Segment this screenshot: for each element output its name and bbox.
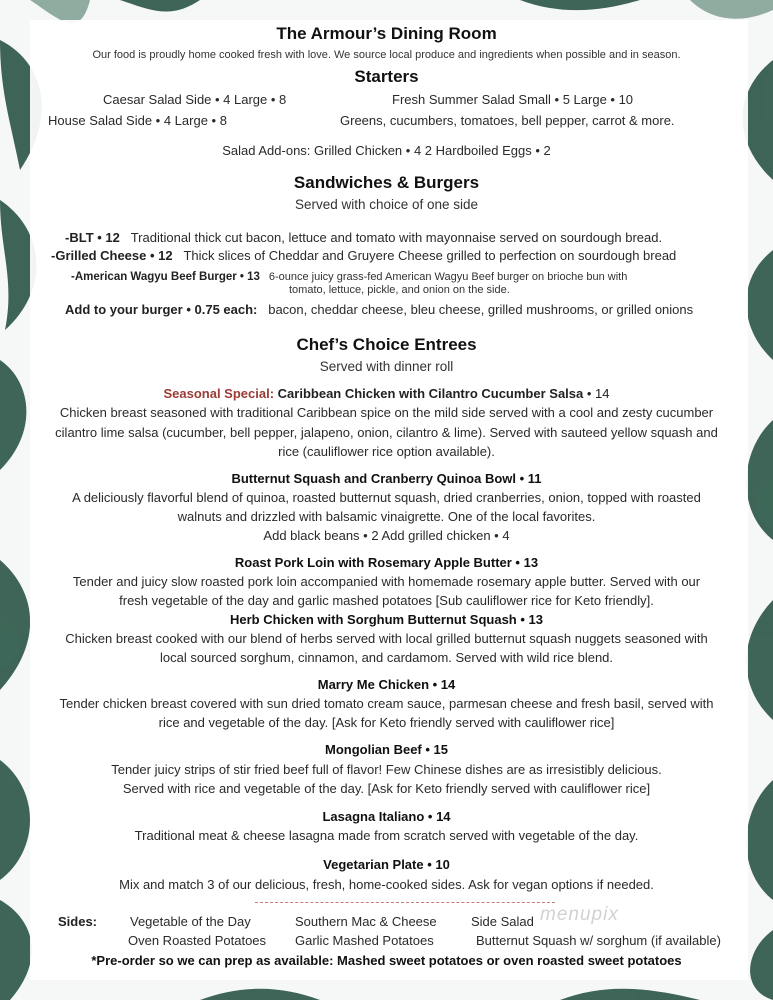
seasonal-desc-2: cilantro lime salsa (cucumber, bell pepper, jalapeno, onion, cilantro & lime). Served with sauteed yellow squash and [55,425,718,440]
house-salad-desc: Greens, cucumbers, tomatoes, bell pepper, carrot & more. [340,113,675,128]
herb-chicken-name: Herb Chicken with Sorghum Butternut Squash • 13 [230,612,543,627]
marry-me-desc-2: rice and vegetable of the day. [Ask for Keto friendly served with cauliflower rice] [158,715,615,730]
mongolian-name: Mongolian Beef • 15 [324,742,448,757]
starters-heading: Starters [354,67,419,86]
side-item: Vegetable of the Day [130,914,251,929]
quinoa-desc-1: A deliciously flavorful blend of quinoa, roasted butternut squash, dried cranberries, onion, topped with roasted [72,490,701,505]
entrees-heading: Chef’s Choice Entrees [296,335,477,354]
marry-me-desc-1: Tender chicken breast covered with sun dried tomato cream sauce, parmesan cheese and fresh basil, served with [59,696,714,711]
vegetarian-desc: Mix and match 3 of our delicious, fresh, home-cooked sides. Ask for vegan options if needed. [119,877,654,892]
grilled-cheese-item [51,248,676,263]
sandwiches-heading: Sandwiches & Burgers [293,173,480,192]
pork-desc-2: fresh vegetable of the day and garlic mashed potatoes [Sub cauliflower rice for Keto friendly]. [119,593,654,608]
entrees-subheading: Served with dinner roll [319,359,454,374]
divider [255,902,555,903]
grilled-cheese-desc: Thick slices of Cheddar and Gruyere Cheese grilled to perfection on sourdough bread [183,248,677,263]
seasonal-name: Caribbean Chicken with Cilantro Cucumber Salsa [277,386,584,401]
house-salad: House Salad Side • 4 Large • 8 [48,113,227,128]
seasonal-price: • 14 [583,386,610,401]
pork-desc-1: Tender and juicy slow roasted pork loin accompanied with homemade rosemary apple butter. Served with our [72,574,701,589]
quinoa-name: Butternut Squash and Cranberry Quinoa Bowl • 11 [231,471,542,486]
quinoa-desc-3: Add black beans • 2 Add grilled chicken • 4 [263,528,510,543]
wagyu-name: -American Wagyu Beef Burger • 13 [71,271,260,283]
vegetarian-name: Vegetarian Plate • 10 [323,857,450,872]
lasagna-name: Lasagna Italiano • 14 [322,809,451,824]
side-item: Garlic Mashed Potatoes [295,933,434,948]
burger-addons [65,302,693,317]
grilled-cheese-name: -Grilled Cheese • 12 [51,248,173,263]
wagyu-item [71,267,627,285]
herb-chicken-desc-1: Chicken breast cooked with our blend of herbs served with local grilled butternut squash nuggets seasoned with [65,631,708,646]
side-item: Side Salad [471,914,534,929]
side-item: Southern Mac & Cheese [295,914,437,929]
marry-me-name: Marry Me Chicken • 14 [317,677,456,692]
sandwiches-subheading: Served with choice of one side [294,197,479,212]
tagline: Our food is proudly home cooked fresh with love. We source local produce and ingredients when possible and in season. [92,49,681,61]
seasonal-desc-3: rice (cauliflower rice option available). [278,444,495,459]
blt-name: -BLT • 12 [65,230,120,245]
seasonal-desc-1: Chicken breast seasoned with traditional Caribbean spice on the mild side served with a cool and zesty cucumber [59,405,714,420]
salad-addons: Salad Add-ons: Grilled Chicken • 4 2 Hardboiled Eggs • 2 [222,143,551,158]
seasonal-special-title [0,386,773,401]
burger-addon-label: Add to your burger • 0.75 each: [65,302,258,317]
wagyu-desc-2: tomato, lettuce, pickle, and onion on the side. [289,284,510,296]
seasonal-label: Seasonal Special: [163,386,275,401]
blt-item [65,230,662,245]
herb-chicken-desc-2: local sourced sorghum, cinnamon, and cardamom. Served with wild rice blend. [159,650,614,665]
preorder-note: *Pre-order so we can prep as available: Mashed sweet potatoes or oven roasted sweet potatoes [91,953,682,968]
sides-label: Sides: [58,914,98,929]
side-item: Butternut Squash w/ sorghum (if available) [476,933,721,948]
side-item: Oven Roasted Potatoes [128,933,267,948]
summer-salad: Fresh Summer Salad Small • 5 Large • 10 [392,92,634,107]
pork-name: Roast Pork Loin with Rosemary Apple Butter • 13 [234,555,539,570]
caesar-salad: Caesar Salad Side • 4 Large • 8 [103,92,287,107]
wagyu-desc-1: 6-ounce juicy grass-fed American Wagyu Beef burger on brioche bun with [268,271,628,283]
blt-desc: Traditional thick cut bacon, lettuce and tomato with mayonnaise served on sourdough bread. [130,230,663,245]
mongolian-desc-2: Served with rice and vegetable of the day. [Ask for Keto friendly served with cauliflower rice] [122,781,651,796]
menupix-watermark: menupix [540,904,619,925]
lasagna-desc: Traditional meat & cheese lasagna made from scratch served with vegetable of the day. [134,828,639,843]
quinoa-desc-2: walnuts and drizzled with balsamic vinaigrette. One of the local favorites. [177,509,596,524]
page-title: The Armour’s Dining Room [276,24,497,43]
burger-addon-items: bacon, cheddar cheese, bleu cheese, grilled mushrooms, or grilled onions [268,302,694,317]
mongolian-desc-1: Tender juicy strips of stir fried beef full of flavor! Few Chinese dishes are as irresistibly delicious. [111,762,662,777]
